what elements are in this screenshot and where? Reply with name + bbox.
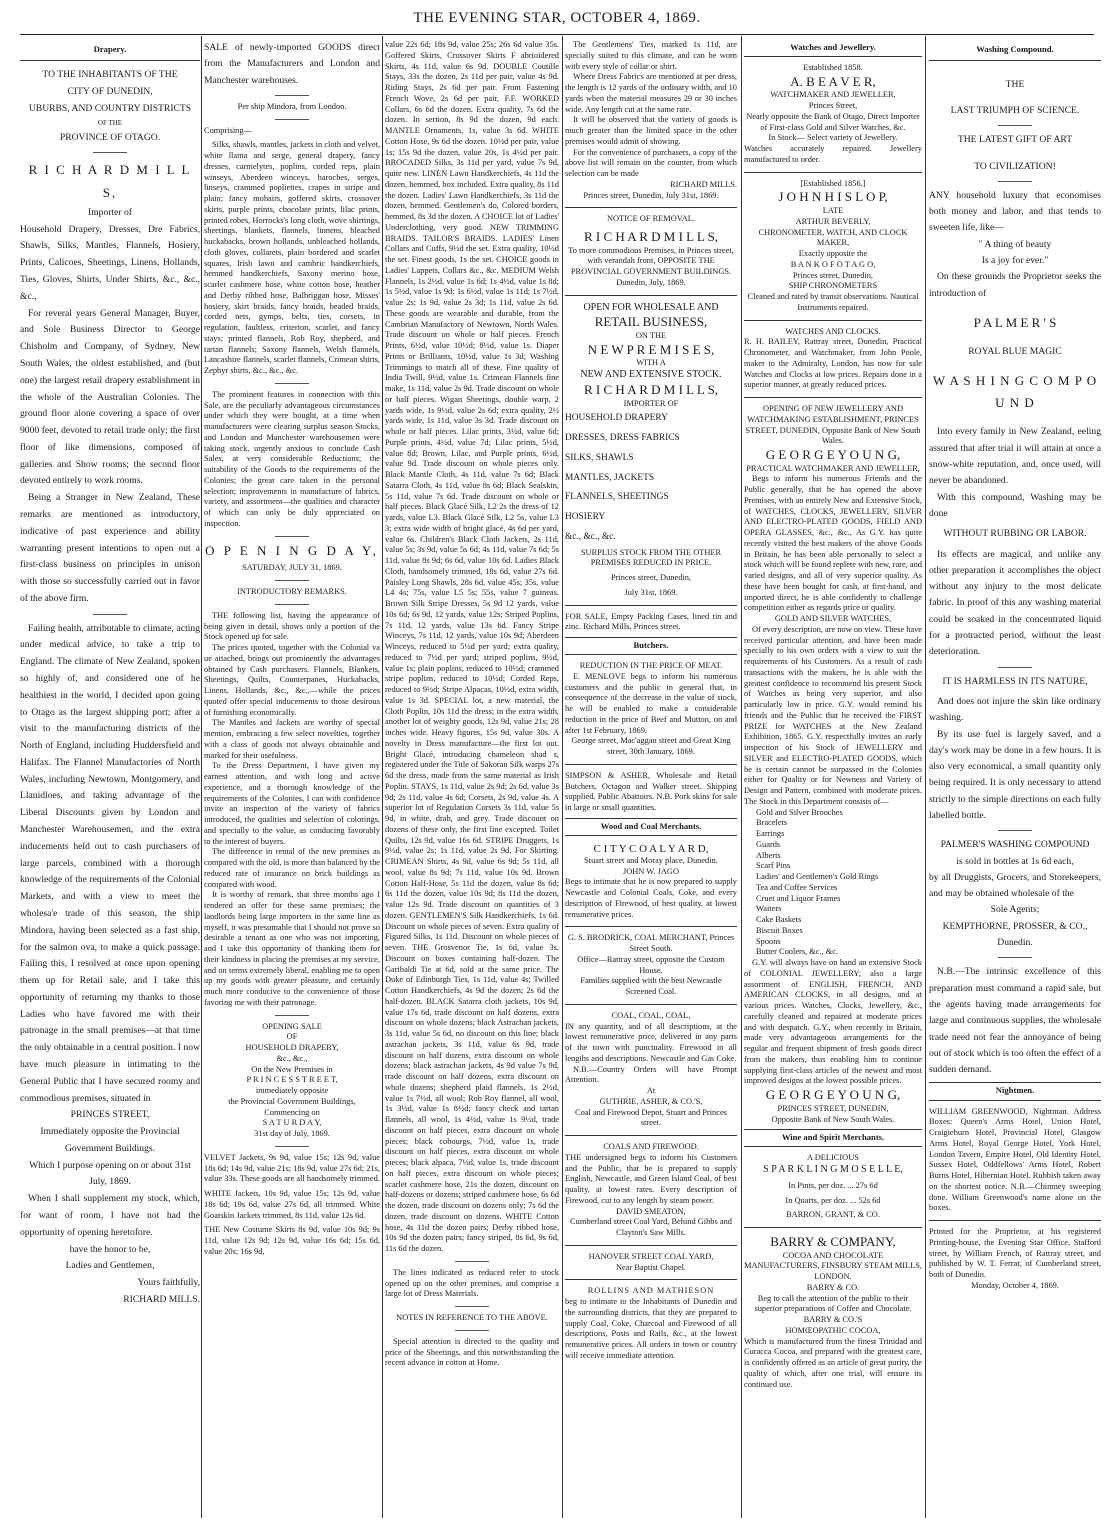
advertiser-name: BARRON, GRANT, & CO. bbox=[786, 1210, 880, 1220]
divider bbox=[275, 119, 309, 120]
paragraph: Of every description, are now on view. These have received particular attention, and have been made specially to his own orders with a view to suit the requirements of his Customers. As a result of cash transactions with the makers, he is able with the greatest confidence to recommend his present Stock of Watches as being very superior, and also particularly low in price. G.Y. would remind his friends and the Public that he received the FIRST PRIZE for WATCHES at the New Zealand Exhibition, 1865. G.Y. respectfully invites an early inspection of his Stock of JEWELLERY and SILVER and ELECTRO-PLATED GOODS, which he is certain cannot be surpassed in the Colonies either for Quality or for Newness and Variety of Design and Pattern, combined with moderate prices. The Stock in this Department consists of— bbox=[744, 624, 922, 806]
section-heading-wine: Wine and Spirit Merchants. bbox=[744, 1129, 922, 1147]
item-white-jackets: WHITE Jackets, 10s 9d, value 15s; 12s 9d, value 18s 6d; 19s 6d, value 27s 6d, all trimmed. White Goatskin Jackets trimmed, 8s 11d, value 12s 6d. bbox=[204, 1189, 380, 1220]
heading: B A N K O F O T A G O, bbox=[790, 259, 876, 269]
section-heading-drapery: Drapery. bbox=[20, 40, 200, 61]
paragraph: ARTHUR BEVERLY, bbox=[795, 216, 871, 226]
divider bbox=[565, 764, 737, 765]
paragraph: For reveral years General Manager, Buyer, and Sole Business Director to George Chisholm and Company, of Sydney, New South Wales, the oldest established, and (but one) the largest retail drapery establishment in the whole of the Australian Colonies. The ground floor alone covering a space of over 9000 feet, devoted to retail trade only; the first floor of like dimensions, composed of galleries and Show rooms; the second floor devoted entirely to work rooms. bbox=[20, 307, 200, 487]
goods-list: Silks, shawls, mantles, jackets in cloth and velvet, white llama and serge, general drapery, fancy dresses, carmelytes, poplins, corded reps, plain winseys, Aberdeen winceys, baroches, serges, linseys, crammed popliettes, crapes in stripe and plain; fancy mohairs, goffered skirts, crossover skirts, purple prints, chocolate prints, lilac prints, printed robes, Horrocks's long cloth, wove shirtings, sheetings, blankets, flannels, linnens, bleached huckabacks, brown hollands, unbleached hollands, cloth gloves, collarets, plain bordered and scarlet squares, Irish lawn and cambric handkerchiefs, hemmed handkerchiefs, Saxony merino hose, scarlet cashmere hose, white cotton hose, heather and Derby ribbed hose, Balbriggan hose, Misses' hosiery, skirt braids, fancy braids, beaded braids, corded nets, gymps, belts, ties, corsets, in regulation, faultless, criterion, scarlet, and fancy stays; printed flannels, Rob Roy, shepherd, and tartan flannels; Saxony flannels, Welsh flannels, Lancashire flannels, scarlet flannels, Crimean shirts, Zephyr shirts, &c., &c., &c. bbox=[204, 140, 380, 376]
signature: RICHARD MILLS. bbox=[123, 1293, 200, 1305]
column-divider bbox=[201, 36, 202, 1518]
divider bbox=[275, 1146, 309, 1147]
paragraph: Watches accurately repaired. Jewellery manufactured to order. bbox=[744, 144, 922, 164]
advertiser-name: BARRY & COMPANY, bbox=[770, 1234, 896, 1250]
established-line: Established 1858. bbox=[803, 63, 863, 72]
heading: WITH A bbox=[636, 358, 666, 368]
paragraph: WILLIAM GREENWOOD, Nightman. Address Boxes: Queen's Arms Hotel, Union Hotel, Craigieburn Hotel, Provincial Hotel, Glasgow Arms Hotel, Royal George Hotel, York Hotel, London Tavern, Empire Hotel, Old Identity Hotel, Sussex Hotel, Oddfellows' Arms Hotel, Robert Burns Hotel, Hibernian Hotel. Rubbish taken away on the shortest notice. N.B.—Chimney sweeping done. William Greenwood's name alone on the boxes. bbox=[929, 1106, 1101, 1213]
column-5 bbox=[744, 40, 922, 1518]
paragraph: by all Druggists, Grocers, and Storekeepers, and may be obtained wholesale of the bbox=[929, 871, 1101, 900]
list-item: Cruet and Liquor Frames bbox=[756, 893, 841, 903]
list-item: HOSIERY bbox=[565, 512, 606, 523]
address: Princes street, Dunedin, July 31st, 1869. bbox=[583, 190, 719, 200]
column-2 bbox=[204, 40, 380, 1518]
paragraph: The Gentlemens' Ties, marked 1s 11d, are specially suited to this climate, and can be worn with every style of collar or shirt. bbox=[565, 40, 737, 71]
list-item: HOUSEHOLD DRAPERY bbox=[565, 413, 668, 424]
address: Princes street, Dunedin, bbox=[610, 573, 691, 583]
address: Dunedin. bbox=[997, 937, 1033, 949]
heading: RETAIL BUSINESS, bbox=[594, 314, 708, 330]
closing-line: Yours faithfully, bbox=[137, 1277, 200, 1289]
paragraph: Which I purpose opening on or about 31st July, 1869. bbox=[29, 1159, 191, 1188]
advertiser-name: DAVID SMEATON, bbox=[616, 1206, 686, 1216]
paragraph: beg to intimate to the Inhabitants of Dunedin and the surrounding districts, that they are prepared to supply Coal, Coke, Charcoal and Firewood of all descriptions, Posts and Rails, &c., at the lowest remunerative prices. All orders in town or country will receive immediate attention. bbox=[565, 1297, 737, 1360]
sale-line: OF bbox=[286, 1032, 298, 1042]
divider bbox=[565, 1279, 737, 1280]
list-item: Biscuit Boxes bbox=[756, 925, 803, 935]
paragraph: Which is manufactured from the finest Trinidad and Curacca Cocoa, and prepared with the greatest care, is confidently offered as an article of great purity, the quality of which, after one trial, will ensure its continued use. bbox=[744, 1336, 922, 1389]
sale-line: the Provincial Government Buildings, bbox=[228, 1096, 356, 1106]
product-name: P A L M E R ' S bbox=[973, 314, 1057, 330]
paragraph: Exactly opposite the bbox=[798, 249, 868, 258]
column-4 bbox=[565, 40, 737, 1518]
advertiser-name: A. B E A V E R, bbox=[790, 73, 876, 89]
address: Stuart street and Moray place, Dunedin. bbox=[584, 855, 718, 865]
address-line: TO THE INHABITANTS OF THE bbox=[42, 69, 178, 81]
address-line: PROVINCE OF OTAGO. bbox=[59, 131, 161, 143]
paragraph: SURPLUS STOCK FROM THE OTHER PREMISES REDUCED IN PRICE. bbox=[580, 547, 722, 568]
divider bbox=[565, 295, 737, 296]
sale-line: OPENING SALE bbox=[262, 1021, 322, 1031]
paragraph: At bbox=[646, 1086, 656, 1096]
paragraph: For the convenience of purchasers, a copy of the above list will remain on the counter, from which selection can be made bbox=[565, 147, 737, 178]
section-heading-butchers: Butchers. bbox=[565, 637, 737, 655]
heading: TO CIVILIZATION! bbox=[974, 160, 1056, 172]
heading: ON THE bbox=[635, 331, 667, 341]
paragraph: Beg to call the attention of the public to their superior preparations of Coffee and Chocolate. bbox=[754, 1293, 912, 1314]
paragraph: is sold in bottles at 1s 6d each, bbox=[956, 855, 1074, 867]
column-1-drapery bbox=[20, 40, 200, 1518]
list-item: Earrings bbox=[756, 829, 785, 839]
paragraph: With this compound, Washing may be done bbox=[929, 491, 1101, 519]
paragraph: E. MENLOVE begs to inform his numerous customers and the public in general that, in consequence of the decrease in the value of stock, he will be enabled to make a considerable reduction in the price of Beef and Mutton, on and after 1st February, 1869. bbox=[565, 671, 737, 735]
price-line: In Pints, per doz. ... 27s 6d bbox=[788, 1180, 878, 1190]
list-item: DRESSES, DRESS FABRICS bbox=[565, 433, 680, 444]
heading: CHRONOMETER, WATCH, AND CLOCK MAKER, bbox=[758, 227, 908, 248]
advertiser-name: BARRY & CO.'S bbox=[803, 1315, 863, 1325]
address: Near Baptist Chapel. bbox=[615, 1262, 686, 1272]
paragraph: And does not injure the skin like ordinary washing. bbox=[929, 695, 1101, 724]
divider bbox=[455, 1330, 489, 1331]
signature: RICHARD MILLS. bbox=[669, 179, 737, 189]
advertiser-name: R I C H A R D M I L L S, bbox=[28, 162, 192, 201]
column-3 bbox=[385, 40, 559, 1518]
advertiser-name: J O H N H I S L O P, bbox=[778, 189, 888, 205]
paragraph: ANY household luxury that economises both money and labor, and that tends to sweeten life, like— bbox=[929, 189, 1101, 234]
divider bbox=[744, 397, 922, 398]
divider bbox=[565, 605, 737, 606]
column-divider bbox=[382, 36, 383, 1518]
paragraph: THE following list, having the appearance of being given in detail, shows only a portion of the Stock opened up for sale. bbox=[204, 610, 380, 642]
paragraph: It will be observed that the variety of goods is much greater than the limited space in the other premises would admit of showing. bbox=[565, 115, 737, 146]
divider bbox=[93, 152, 127, 153]
paragraph: Immediately opposite the Provincial Government Buildings. bbox=[40, 1126, 180, 1154]
paragraph: The prices quoted, together with the Colonial va ue attached, brings out prominently the advantages obtained by Cash purchasers. Flannels, Blankets, Sheetings, Quilts, Counterpanes, Huckabacks, Linens, Hollands, &c., &c.,—while the prices quoted offer special inducements to those desirous of furnishing economically. bbox=[204, 643, 380, 717]
paragraph: On these grounds the Proprietor seeks the introduction of bbox=[929, 271, 1101, 299]
divider bbox=[998, 957, 1032, 958]
address: PRINCES STREET, DUNEDIN, bbox=[777, 1103, 889, 1113]
divider bbox=[275, 383, 309, 384]
list-item: Waiters bbox=[756, 904, 782, 914]
comprising-label: Comprising— bbox=[204, 125, 252, 135]
paragraph: Into every family in New Zealand, eeling assured that after trial it will attain at once a snow-white reputation, and, once used, will never be abandoned. bbox=[929, 426, 1101, 487]
address-line: CITY OF DUNEDIN, bbox=[67, 85, 153, 97]
heading: A DELICIOUS bbox=[807, 1153, 859, 1163]
sale-line: Commencing on bbox=[264, 1107, 320, 1117]
divider bbox=[998, 181, 1032, 182]
paragraph: When I shall supplement my stock, which, for want of room, I have not had the opportunity of opening heretofore. bbox=[20, 1193, 200, 1238]
heading: C I T Y C O A L Y A R D, bbox=[593, 842, 709, 855]
divider bbox=[998, 830, 1032, 831]
divider bbox=[275, 580, 309, 581]
price-line: In Quarts, per doz. ... 52s 6d bbox=[785, 1195, 881, 1205]
goods-list: Household Drapery, Dresses, Dre Fabrics, Shawls, Silks, Mantles, Flannels, Hosiery, Prints, Calicoes, Sheetings, Linens, Hollands, Ties, Gloves, Shirts, Under Shirts, &c., &c., &c., bbox=[20, 223, 200, 302]
list-item: Cake Baskets bbox=[756, 915, 802, 925]
advertiser-name: R I C H A R D M I L L S, bbox=[583, 381, 719, 397]
imprint-date: Monday, October 4, 1869. bbox=[971, 1280, 1059, 1290]
paragraph: The difference in rental of the new premises as compared with the old, is more than balanced by the reduced rate of insurance on brick buildings as compared with wood. bbox=[204, 847, 380, 889]
paragraph: The Mantles and Jackets are worthy of special mention, embracing a few select novelties, together with a class of goods not always obtainable and marked for their usefulness. bbox=[204, 718, 380, 760]
paragraph: SIMPSON & ASHER, Wholesale and Retail Butchers, Octagon and Walker street. Shipping supplied. Public Abattoirs. N.B. Pork skins for sale in large or small quantities. bbox=[565, 770, 737, 813]
product-name: W A S H I N G C O M P O U N D bbox=[932, 373, 1098, 411]
paragraph: Nearly opposite the Bank of Otago, Direct Importer of First-class Gold and Silver Watches, &c. bbox=[746, 111, 920, 132]
paragraph: It is worthy of remark, that three months ago I tendered an offer for these same premises; the landlords being large importers in the same line as myself, it was presumable that I should not prove so desirable a tenant as one who was not importing, and I take this opportunity of thanking them for their kindness in placing the premises at my service, and on terms extremely liberal, enabling me to open up my goods with greater pleasure, and certainly much more conducive to the convenience of those favoring me with their patronage. bbox=[204, 890, 380, 1007]
heading: NOTICE OF REMOVAL. bbox=[606, 214, 696, 224]
heading: NEW AND EXTENSIVE STOCK. bbox=[580, 369, 722, 381]
paragraph: Cleaned and rated by transit observations. Nautical Instruments repaired. bbox=[747, 292, 919, 312]
paragraph: LATE bbox=[822, 206, 844, 215]
paragraph: IN any quantity, and of all descriptions, at the lowest remunerative price, delivered in any parts of the town with punctuality. Firewood in all lengths and descriptions. Newcastle and Gas Coke. bbox=[565, 1021, 737, 1063]
price-list: value 22s 6d; 18s 9d, value 25s; 26s 6d value 35s. Goffered Skirts, Crossover Skirts F abrioidered Skirts, 4s 11d, value 6s 9d. DOUBLE Coutille Stays, 33s the dozen, 2s 11d per pair, value 4s 9d. Riding Stays, 2s 6d per pair. Front Fastening French Wove, 2s 6d per pair, F.F. WORKED Collars, 6s 6d the dozen. Extra quality, 7s 6d the dozen. In sertion, 8s 9d the dozen, 9d each. MANTLE Ornaments, 1s, value 3s 6d. WHITE Cotton Hose, 9s 6d the dozen. 10½d per pair, value 1s; 15s 9d the dozen, value 20s, 1s 4½d per pair. BROCADED Silks, 3s 11d per yard, value 7s 9d, quite new. LINEN Lawn Handkerchiefs, 4s 11d the dozen, hemmed, box included. Extra quality, 8s 11d the dozen. Ladies' Lawn Handkerchiefs, 3s 11d the dozen, hemmed. Gentlemen's do, Colored borders, hemmed, 8s 3d the dozen. A CHOICE lot of Ladies' Underclothing, very good. NEW TRIMMING BRAIDS. TAILOR'S BRAIDS. LADIES' Linen Collars and Cuffs, 9½d the set. Extra quality, 10½d the set. Finest goods, 1s the set. CHOICE goods in Ladies' Lappets, Collars &c., &c. MEDIUM Welsh Flannels, 1s 2½d, value 1s 6d; 1s 4½d, value 1s 8d; 1s 5½d, value 1s 9d; 1s 6½d, value 1s 11d; 1s 7½d, value 2s; 1s 9d, value 2s 3d; 1s 11d, value 2s 6d. These goods are wearable and durable, from the Cambrian Manufactory of Newtown, North Wales. Trade discount on whole or half pieces. French Prints, 6½d, value 10½d; 8½d, value 1s. Diaper Prints or Brilliants, 10½d, value 1s 3d; Washing Trimmings to match all of these. Fine quality of India Twill, 9½d, value 1s. Crimean Flannels fine make, 1s 11d, value 2s 9d. Trade discount on whole or half pieces. Wigan Sheetings, double warp, 2 yards wide, 1s 9½d, value 2s 6d; extra quality, 2½ yards wide, 1s 11d, value 3s 3d. Trade discount on whole or half pieces. Lilac prints, 3½d, value 6d; Purple prints, 4½d, value 7d; Lilac prints, 5½d, value 8d; Brown, Lilac, and Purple prints, 6½d, value 9d. Trade discount on whole pieces only. Black Mantle Cloth, 4s 11d, value 7s 6d; Black Satarra Cloth, 4s 11d, value 8s 6d; Black Sealskin, 5s 11d, value 7s 6d. Trade discount on whole or half pieces. Black Glacé Silk, L2 2s the dress of 12 yards, value L3. Black Glacé Silk, L2 5s, value L3 3; extra wide width of bright glacé, 4s 6d per yard, value 6s. Children's Black Cloth Jackets, 2s 11d, value 5s; 3s 9d, value 5s 6d; 4s 11d, value 7s 6d; 5s 11d, value 8s 9d; 6s 6d, value 10s 6d. Ladies Black Cloth, handsomely trimmed, 18s 6d, value 27s 6d. Paisley Long Shawls, 28s 6d, value 45s; 35s, value L4 4s; 75s, value L5 5s; 55s, value 7 guineas. Brown Silk Stripe Dresses, 5s 9d 12 yards, value 10s 6d; 6s 9d, 12 yards, value 12s; Striped Poplins, 7s 11d, 12 yards, value 13s 6d. Fancy Stripe Winceys, 7s 11d, 12 yards, value 10s 9d; Aberdeen Winceys, reduced to 5½d per yard; extra quality, reduced to 7½d per yard; striped poplins, 9½d, value 1s; plain poplins, reduced to 10½d; crammed stripe poplins, reduced to 10½d; Corded Reps, reduced to 9½d; Stripe Alpacas, 10½d, extra width, value 1s 3d. SPECIAL lot, a new material, the Cloth Poplin, 10s 11d the dress; in the extra width, another lot of weighty goods, 12s 9d, value 21s; 28 inches wide. Heavy figures, 15s 9d, value 30s. A novelty in Dress manufacture—the first lot out. Bright Glacé, introducing chameleon shad s, registered under the Title of Sakoran Silk warps 27s 6d the dress, made from the same material as Irish Poplin. STAYS, 1s 11d, value 2s 9d; 2s 6d, value 3s 9d; 2s 11d, value 4s 6d; Corsets, 2s 9d, value 4s. A superior lot of Regulation Corsets 3s 11d, value 5s 9d, in white, drab, and grey. Trade discount on dozens of these only, the first line excepted. Toilet Quilts, 12s 9d, value 16s 6d. STRIPE Druggets, 1s 9½d, value 2s; 1s 11d, value 2s 9d. For Skirting. CRIMEAN Shirts, 4s 9d, value 6s 9d; 5s 11d, all wool, value 8s 9d; 7s 11d, value 10s 9d. Brown Cotton Half-Hose, 5s 11d the dozen, value 8s 6d; 6s 11d the dozen, value 10s 9d; 8s 11d the dozen, value 12s 9d. Trade discount on quantities of 3 dozen. GENTLEMEN'S Silk Handkerchiefs, 1s 6d. Discount on whole pieces of seven. Extra quality of Figured Silks, 1s 11d. Discount on whole pieces of seven. THE Grosvenor Tie, 1s 6d, value 3s. Discount on boxes containing half-dozen. The Garibaldi Tie at 6d, sold at the same price. The Duke of Edinburgh Ties, 1s 11d, value 4s; Twilled Cotton Handkerchiefs, 4s 9d the dozen; 2s 6d the half-dozen. BLACK Satarra cloth jackets, 10s 9d, value 17s 6d, trade discount on half dozens, extra discount on whole dozens; black Astrachan jackets, 3s 11d, value 5s 6d, no discount on this line; black astrachan jackets, 3s 11d, value 6s 9d, trade discount on half dozens, extra discount on whole dozens; black astrachan jackets, 4s 9d value 7s 9d, trade discount on half dozens, extra discount on whole dozens; shepherd plaid flannels, 1s 2½d, value 1s 7½d, all wool; Rob Roy flannel, all wool, 1s 3½d, value 1s 8½d; fancy check and tartan flannels, all wool, 1s 4½d, value 1s 9½d, trade discount on half pieces, extra discount on whole pieces; black cobourgs, 7½d, value 1s, trade discount on half pieces, extra discount on whole pieces; black alpaca, 7½d, value 1s, trade discount on half pieces, extra discount on whole pieces; scarlet cashmere hose, 21s the dozen, discount on half-dozens or dozens; striped cashmere hose, 6s 6d the dozen, trade discount on dozens only; 7s 6d the dozen, trade discount on dozens. WHITE Cotton hose, 4s 11d the dozen pairs; Derby ribbed hose, 10s 9d the dozen pairs; fancy striped, 8s 6d, 9s 6d, 11s 6d the dozen. bbox=[385, 40, 559, 1253]
paragraph: Failing health, attributable to climate, acting under medical advice, to take a trip to England. The climate of New Zealand, spoken so highly of, and considered one of he healthiest in the world, I decided upon going to Otago as the largest shipping port; after a visit to the manufacturing districts of the North of England, including Huddersfield and Halifax. The Flannel Manufactories of North Wales, including Newtown, Montgomery, and Llanidloes, and taking advantage of the Liberal Discounts given by London and Manchester Warehousemen, and the extra inducements held out to cash purchasers of large parcels, combined with a thorough knowledge of the requirements of the Colonial Markets, and with a view to meet the wholesa'e trade of this season, the ship Mindora, having been selected as a fast ship, for the salmon ova, to make a quick passage. Failing this, I resolved at once upon opening them up for Retail sale, and I take this opportunity of returning my thanks to those Ladies who have favored me with their patronage in the small premises—at that time the only obtainable in a central position. I now have much pleasure in intimating to the General Public that I have secured roomy and commodious premises, situated in bbox=[20, 622, 200, 1104]
item-costume-skirts: THE New Costume Skirts 8s 9d, value 10s 9d; 9s 11d, value 12s 9d; 12s 9d, value 16s 6d; 15s 6d, value 20s; 16s 9d, bbox=[204, 1225, 380, 1256]
address: George street, Mac'aggan street and Great King street, 30th January, 1869. bbox=[571, 736, 731, 757]
closing-line: have the honor to be, bbox=[69, 1243, 151, 1255]
date-line: July 31st, 1869. bbox=[624, 587, 678, 597]
importer-label: Importer of bbox=[88, 206, 132, 218]
list-item: Spoons bbox=[756, 936, 781, 946]
advertiser-name: R I C H A R D M I L L S, bbox=[583, 229, 719, 244]
paragraph: Begs to inform his numerous Friends and the Public generally, that he has opened the above Premises, with an entirely New and Extensive Stock, of WATCHES, CLOCKS, JEWELLERY, SILVER AND ELECTRO-PLATED GOODS, FIELD AND OPERA GLASSES, &c., &c., As G.Y. has quite recently visited the best makers of the above Goods in Britain, he has been able personally to select a stock which will be found replete with new, rare, and varied designs, and all of very superior quality. As these have been bought for cash, at first-hand, and imported direct, he is able confidently to challenge competition either as regards price or quality. bbox=[744, 474, 922, 613]
sale-line: P R I N C E S S T R E E T, bbox=[246, 1075, 338, 1085]
heading: HANOVER STREET COAL YARD, bbox=[588, 1251, 714, 1261]
heading: COAL, COAL, COAL, bbox=[611, 1010, 691, 1020]
quote: Is a joy for ever." bbox=[981, 254, 1049, 266]
sale-line: On the New Premises in bbox=[251, 1064, 333, 1074]
ship-line: Per ship Mindora, from London. bbox=[237, 101, 347, 111]
paragraph: N.B.—Country Orders will have Prompt Attention. bbox=[565, 1064, 737, 1085]
advertiser-name: GUTHRIE, ASHER, & CO.'S, bbox=[599, 1096, 703, 1106]
imprint: Printed for the Proprietor, at his registered Printing-house, the Evening Star Office, Stafford street, by William French, of Rattray street, and published by W. T. Ferrar, of Cumberland street, both of Dunedin. bbox=[929, 1227, 1101, 1280]
list-item: Ladies' and Gentlemen's Gold Rings bbox=[756, 872, 879, 882]
divider bbox=[565, 1245, 737, 1246]
heading: OPEN FOR WHOLESALE AND bbox=[583, 301, 719, 313]
column-divider bbox=[562, 36, 563, 1518]
list-item: Bracelets bbox=[756, 818, 788, 828]
divider bbox=[998, 125, 1032, 126]
sale-intro: SALE of newly-imported GOODS direct from the Manufacturers and London and Manchester warehouses. bbox=[204, 42, 380, 86]
heading: THE bbox=[1005, 78, 1025, 90]
heading: SHIP CHRONOMETERS bbox=[788, 281, 878, 291]
divider bbox=[93, 614, 127, 615]
heading: COCOA AND CHOCOLATE MANUFACTURERS, FINSBURY STEAM MILLS, LONDON. bbox=[744, 1250, 922, 1282]
paragraph: N.B.—The intrinsic excellence of this preparation must command a rapid sale, but the agents having made arrangements for large and continuous supplies, the wholesale trade need not fear the annoyance of being out of stock which is too often the effect of a sudden demand. bbox=[929, 966, 1101, 1076]
heading: G. S. BRODRICK, COAL MERCHANT, Princes Street South. bbox=[567, 933, 735, 954]
paragraph: THE undersigned begs to inform his Customers and the Public, that he is prepared to supply English, Newcastle, and Green Island Coal, of best quality, at lowest rates. Every description of Firewood, cut to any length by steam power. bbox=[565, 1152, 737, 1205]
advertiser-name: KEMPTHORNE, PROSSER, & CO., bbox=[942, 920, 1088, 932]
quote: " A thing of beauty bbox=[978, 238, 1052, 250]
paragraph: FOR SALE, Empty Packing Cases, lined tin and zinc. Richard Mills, Princes street. bbox=[565, 611, 737, 632]
stock-list bbox=[744, 808, 922, 959]
paragraph: To the Dress Department, I have given my earnest attention, and with long and active experience, and a thorough knowledge of the requirements of the Colonies, I can with confidence invite an inspection of the variety of fabrics introduced, the qualities and selection of colorings, and specially to the value, as conducing favorably to the interest of buyers. bbox=[204, 761, 380, 846]
advertiser-name: G E O R G E Y O U N G, bbox=[765, 1087, 901, 1103]
advertiser-name: G E O R G E Y O U N G, bbox=[765, 447, 901, 462]
sale-line: S A T U R D A Y, bbox=[262, 1118, 322, 1128]
paragraph: Its effects are magical, and unlike any other preparation it accomplishes the object without any injury to the most delicate fabric. In proof of this any washing material could be soaked in the concentrated liquid for a protracted period, without the least deterioration. bbox=[929, 548, 1101, 658]
heading: THE LATEST GIFT OF ART bbox=[957, 134, 1073, 146]
divider bbox=[929, 1220, 1101, 1221]
paragraph: G.Y. will always have on hand an extensive Stock of COLONIAL JEWELLERY; also a large assortment of ENGLISH, FRENCH, AND AMERICAN CLOCKS, in all designs, and at various prices. Watches, Clocks, Jewellery, &c., carefully cleaned and repaired at moderate prices and with despatch. G.Y., when recently in Britain, made very advantageous arrangements for the regular and frequent shipment of fresh goods direct from the makers, thus enabling him to continue supplying first-class articles of the newest and most improved designs at the lowest possible prices. bbox=[744, 958, 922, 1086]
address-line: UBURBS, AND COUNTRY DISTRICTS bbox=[28, 102, 192, 114]
heading: GOLD AND SILVER WATCHES, bbox=[774, 614, 892, 624]
heading: REDUCTION IN THE PRICE OF MEAT. bbox=[579, 661, 723, 671]
address: Opposite Bank of New South Wales. bbox=[771, 1114, 895, 1124]
heading: S P A R K L I N G M O S E L L E, bbox=[763, 1164, 903, 1175]
masthead: THE EVENING STAR, OCTOBER 4, 1869. bbox=[413, 10, 701, 26]
list-item: FLANNELS, SHEETINGS bbox=[565, 492, 669, 503]
product-name: PALMER'S WASHING COMPOUND bbox=[940, 839, 1090, 851]
sale-line: 31st day of July, 1869. bbox=[254, 1129, 330, 1139]
advertiser-name: BARRY & CO. bbox=[806, 1282, 860, 1292]
date-line: SATURDAY, JULY 31, 1869. bbox=[242, 563, 342, 573]
list-item: Gold and Silver Brooches bbox=[756, 807, 843, 817]
divider bbox=[275, 1015, 309, 1016]
sale-line: immediately opposite bbox=[255, 1086, 329, 1096]
address: Coal and Firewood Depot, Stuart and Princes street. bbox=[575, 1107, 727, 1128]
divider bbox=[565, 1135, 737, 1136]
paragraph: Families supplied with the best Newcastle Screened Coal. bbox=[580, 976, 722, 997]
column-divider bbox=[741, 36, 742, 1518]
product-name: ROYAL BLUE MAGIC bbox=[968, 345, 1062, 357]
divider bbox=[275, 95, 309, 96]
paragraph: Office—Rattray street, opposite the Custom House. bbox=[577, 954, 725, 975]
sale-line: &c., &c., bbox=[276, 1053, 308, 1063]
paragraph: In Stock— Select variety of Jewellery. bbox=[768, 133, 898, 143]
divider bbox=[565, 207, 737, 208]
divider bbox=[565, 1004, 737, 1005]
address-line: OF THE bbox=[97, 119, 123, 128]
column-6 bbox=[929, 40, 1101, 1518]
masthead-rule bbox=[20, 34, 1094, 35]
paragraph: Sole Agents; bbox=[990, 904, 1040, 916]
opening-day-heading: O P E N I N G D A Y, bbox=[205, 542, 379, 558]
item-velvet-jackets: VELVET Jackets, 9s 9d, value 15s; 12s 9d, value 18s 6d; 14s 9d, value 21s; 18s 9d, value 27s 6d; 21s, value 33s. These goods are all handsomely trimmed. bbox=[204, 1152, 380, 1184]
list-item: Guards bbox=[756, 839, 781, 849]
paragraph: R. H. BAILEY, Rattray street, Dunedin, Practical Chronometer, and Watchmaker, from John Poole, maker to the Admiralty, London, has now for sale Watches and Clocks at low prices. Repairs done in a superior manner, at greatly reduced prices. bbox=[744, 337, 922, 390]
list-item: SILKS, SHAWLS bbox=[565, 452, 634, 463]
paragraph: Being a Stranger in New Zealand, These remarks are mentioned as introductory, indicative of past experience and ability warranting present intentions to open out a first-class business on principles in unison with those so successfully carried out in favor of the above firm. bbox=[20, 492, 200, 604]
paragraph: The prominent features in connection with this Sale, are the peculiarly advantageous circumstances under which they were bought, at a time when manufacturers were clearing surplus season Stocks, and London and Manchester warehousemen were taking stock, urgently anxious to conclude Cash Sales, at very considerable Reductions; the suitability of the Goods to the requirements of the Colonies; the great care taken in the personal selection; improvements in manufacture of fabrics, variety, and assortment—the qualities and character of which can only be duly appreciated on inspection. bbox=[204, 389, 380, 528]
address: Cumberland street Coal Yard, Behind Gibbs and Clayton's Saw Mills. bbox=[570, 1217, 732, 1238]
heading: NOTES IN REFERENCE TO THE ABOVE. bbox=[396, 1313, 548, 1322]
heading: WATCHES AND CLOCKS. bbox=[785, 326, 881, 336]
address: Princes Street, bbox=[808, 101, 858, 111]
paragraph: Where Dress Fabrics are mentioned at per dress, the length is 12 yards of the ordinary width, and 10 yards when the material measures 29 or 30 inches wide. Any length cut at the same rate. bbox=[565, 72, 737, 114]
divider bbox=[455, 1306, 489, 1307]
heading: IT IS HARMLESS IN ITS NATURE, bbox=[942, 675, 1088, 687]
divider bbox=[998, 667, 1032, 668]
paragraph: Begs to intimate that he is now prepared to supply Newcastle and Colonial Coals, Coke, and every description of Firewood, of best quality, at lowest remunerative prices. bbox=[565, 877, 737, 919]
paragraph: Special attention is directed to the quality and price of the Sheetings, and this notwithstanding the recent advance in cotton at Home. bbox=[385, 1336, 559, 1368]
heading: OPENING OF NEW JEWELLERY AND WATCHMAKING ESTABLISHMENT, PRINCES STREET, DUNEDIN, Opposite Bank of New South Wales. bbox=[745, 404, 921, 446]
divider bbox=[275, 536, 309, 537]
divider bbox=[744, 1227, 922, 1228]
list-item: Scarf Pins bbox=[756, 861, 791, 871]
sale-line: HOUSEHOLD DRAPERY, bbox=[245, 1043, 339, 1053]
goods-list bbox=[565, 409, 737, 547]
established-line: [Established 1856.] bbox=[800, 178, 866, 188]
paragraph: By its use fuel is largely saved, and a day's work may be done in a few hours. It is also very economical, a small quantity only being required. It is only necessary to attend strictly to the simple directions on each fully labelled bottle. bbox=[929, 728, 1101, 821]
list-item: Butter Coolers, &c., &c. bbox=[756, 947, 839, 957]
section-heading-wood-coal: Wood and Coal Merchants. bbox=[565, 818, 737, 836]
heading: LAST TRIUMPH OF SCIENCE. bbox=[950, 104, 1080, 116]
advertiser-name: ROLLINS AND MATHIESON bbox=[587, 1286, 715, 1296]
section-heading-watches: Watches and Jewellery. bbox=[744, 40, 922, 57]
divider bbox=[744, 172, 922, 173]
heading: PRACTICAL WATCHMAKER AND JEWELLER, bbox=[746, 463, 920, 473]
column-divider bbox=[925, 36, 926, 1518]
heading: WATCHMAKER AND JEWELLER, bbox=[770, 90, 896, 100]
list-item: Alberts bbox=[756, 850, 781, 860]
list-item: MANTLES, JACKETS bbox=[565, 472, 655, 483]
address: Princes street, Dunedin, bbox=[792, 270, 873, 280]
closing-line: Ladies and Gentlemen, bbox=[65, 1260, 155, 1272]
heading: INTRODUCTORY REMARKS. bbox=[237, 587, 347, 597]
divider bbox=[275, 604, 309, 605]
divider bbox=[455, 1261, 489, 1262]
divider bbox=[744, 320, 922, 321]
advertiser-name: JOHN W. JAGO bbox=[622, 866, 680, 876]
paragraph: The lines indicated as reduced refer to stock opened up on the other premises, and comprise a large lot of Dress Materials. bbox=[385, 1267, 559, 1299]
section-heading-washing: Washing Compound. bbox=[929, 40, 1101, 61]
paragraph: To more commodious Premises, in Princes street, with verandah front, OPPOSITE THE PROVINCIAL GOVERNMENT BUILDINGS. Dunedin, July, 1869. bbox=[568, 245, 734, 287]
heading: COALS AND FIREWOOD. bbox=[603, 1142, 699, 1152]
street-name: PRINCES STREET, bbox=[70, 1109, 150, 1121]
list-item: &c., &c., &c. bbox=[565, 531, 616, 542]
importer-label: IMPORTER OF bbox=[623, 398, 679, 408]
heading: HOMŒOPATHIC COCOA, bbox=[785, 1325, 881, 1335]
section-heading-nightmen: Nightmen. bbox=[929, 1082, 1101, 1100]
heading: WITHOUT RUBBING OR LABOR. bbox=[943, 528, 1087, 540]
heading: N E W P R E M I S E S, bbox=[587, 341, 715, 357]
list-item: Tea and Coffee Services bbox=[756, 882, 838, 892]
divider bbox=[565, 926, 737, 927]
